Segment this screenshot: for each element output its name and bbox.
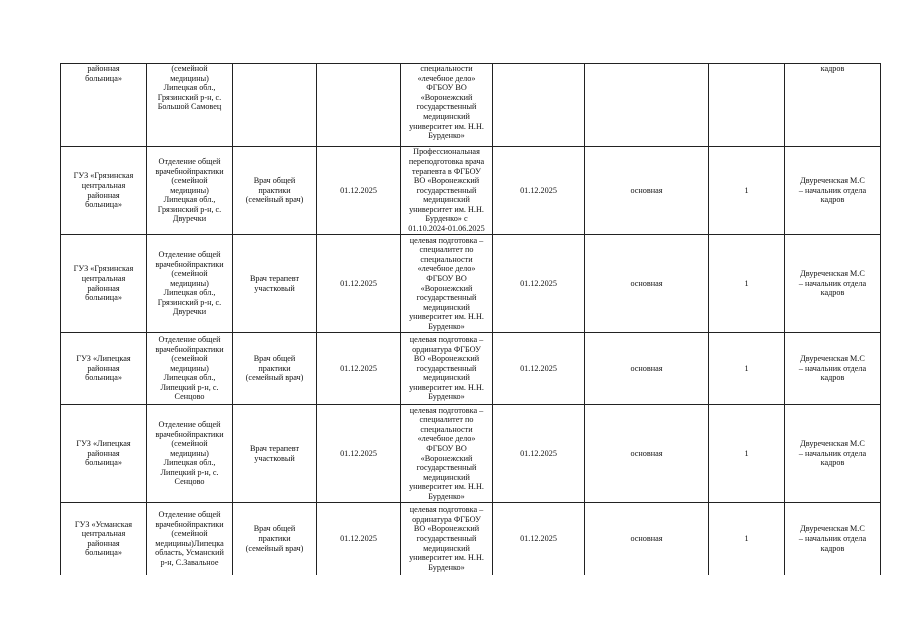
employment-type-cell: основная bbox=[585, 235, 709, 333]
organization-cell: ГУЗ «Грязинская центральная районная больница» bbox=[61, 147, 147, 235]
date-cell: 01.12.2025 bbox=[317, 405, 401, 503]
organization-cell: ГУЗ «Липецкая районная больница» bbox=[61, 405, 147, 503]
contact-cell: Двуреченская М.С – начальник отдела кадров bbox=[785, 503, 881, 575]
employment-type-cell bbox=[585, 64, 709, 147]
requirements-cell: целевая подготовка – специалитет по специальности «лечебное дело» ФГБОУ ВО «Воронежский государственный медицинский университет им. Н.Н. Бурденко» bbox=[401, 405, 493, 503]
date-cell-2: 01.12.2025 bbox=[493, 333, 585, 405]
requirements-cell: Профессиональная переподготовка врача терапевта в ФГБОУ ВО «Воронежский государственный медицинский университет им. Н.Н. Бурденко» с 01.10.2024-01.06.2025 bbox=[401, 147, 493, 235]
requirements-cell: целевая подготовка – ординатура ФГБОУ ВО «Воронежский государственный медицинский университет им. Н.Н. Бурденко» bbox=[401, 503, 493, 575]
table-row bbox=[61, 235, 881, 333]
count-cell: 1 bbox=[709, 235, 785, 333]
date-cell: 01.12.2025 bbox=[317, 333, 401, 405]
position-cell: Врач общей практики (семейный врач) bbox=[233, 147, 317, 235]
date-cell: 01.12.2025 bbox=[317, 235, 401, 333]
unit-address-cell: Отделение общей врачебнойпрактики (семейной медицины) Липецкая обл., Липецкий р-н, с. Сенцово bbox=[147, 405, 233, 503]
employment-type-cell: основная bbox=[585, 503, 709, 575]
employment-type-cell: основная bbox=[585, 147, 709, 235]
table-row bbox=[61, 405, 881, 503]
date-cell-2: 01.12.2025 bbox=[493, 503, 585, 575]
vacancies-table bbox=[60, 63, 881, 575]
table-row bbox=[61, 64, 881, 147]
contact-cell: Двуреченская М.С – начальник отдела кадров bbox=[785, 405, 881, 503]
count-cell bbox=[709, 64, 785, 147]
contact-cell: Двуреченская М.С – начальник отдела кадров bbox=[785, 147, 881, 235]
unit-address-cell: Отделение общей врачебнойпрактики (семейной медицины)Липецка область, Усманский р-н, С.Завальное bbox=[147, 503, 233, 575]
unit-address-cell: Отделение общей врачебнойпрактики (семейной медицины) Липецкая обл., Грязинский р-н, с. Двуречки bbox=[147, 235, 233, 333]
date-cell-2: 01.12.2025 bbox=[493, 405, 585, 503]
table-row bbox=[61, 503, 881, 575]
table-row bbox=[61, 333, 881, 405]
count-cell: 1 bbox=[709, 405, 785, 503]
unit-address-cell: (семейной медицины) Липецкая обл., Грязинский р-н, с. Большой Самовец bbox=[147, 64, 233, 147]
count-cell: 1 bbox=[709, 333, 785, 405]
count-cell: 1 bbox=[709, 147, 785, 235]
requirements-cell: целевая подготовка – специалитет по специальности «лечебное дело» ФГБОУ ВО «Воронежский государственный медицинский университет им. Н.Н. Бурденко» bbox=[401, 235, 493, 333]
position-cell: Врач общей практики (семейный врач) bbox=[233, 333, 317, 405]
requirements-cell: целевая подготовка – ординатура ФГБОУ ВО «Воронежский государственный медицинский университет им. Н.Н. Бурденко» bbox=[401, 333, 493, 405]
table-row bbox=[61, 147, 881, 235]
contact-cell: кадров bbox=[785, 64, 881, 147]
date-cell bbox=[317, 64, 401, 147]
date-cell: 01.12.2025 bbox=[317, 147, 401, 235]
employment-type-cell: основная bbox=[585, 405, 709, 503]
position-cell: Врач терапевт участковый bbox=[233, 405, 317, 503]
date-cell-2: 01.12.2025 bbox=[493, 147, 585, 235]
requirements-cell: специальности «лечебное дело» ФГБОУ ВО «Воронежский государственный медицинский университет им. Н.Н. Бурденко» bbox=[401, 64, 493, 147]
organization-cell: ГУЗ «Липецкая районная больница» bbox=[61, 333, 147, 405]
date-cell: 01.12.2025 bbox=[317, 503, 401, 575]
unit-address-cell: Отделение общей врачебнойпрактики (семейной медицины) Липецкая обл., Грязинский р-н, с. Двуречки bbox=[147, 147, 233, 235]
organization-cell: ГУЗ «Усманская центральная районная больница» bbox=[61, 503, 147, 575]
position-cell bbox=[233, 64, 317, 147]
position-cell: Врач терапевт участковый bbox=[233, 235, 317, 333]
position-cell: Врач общей практики (семейный врач) bbox=[233, 503, 317, 575]
organization-cell: ГУЗ «Грязинская центральная районная больница» bbox=[61, 235, 147, 333]
contact-cell: Двуреченская М.С – начальник отдела кадров bbox=[785, 333, 881, 405]
organization-cell: районная больница» bbox=[61, 64, 147, 147]
unit-address-cell: Отделение общей врачебнойпрактики (семейной медицины) Липецкая обл., Липецкий р-н, с. Сенцово bbox=[147, 333, 233, 405]
date-cell-2: 01.12.2025 bbox=[493, 235, 585, 333]
contact-cell: Двуреченская М.С – начальник отдела кадров bbox=[785, 235, 881, 333]
employment-type-cell: основная bbox=[585, 333, 709, 405]
count-cell: 1 bbox=[709, 503, 785, 575]
date-cell-2 bbox=[493, 64, 585, 147]
